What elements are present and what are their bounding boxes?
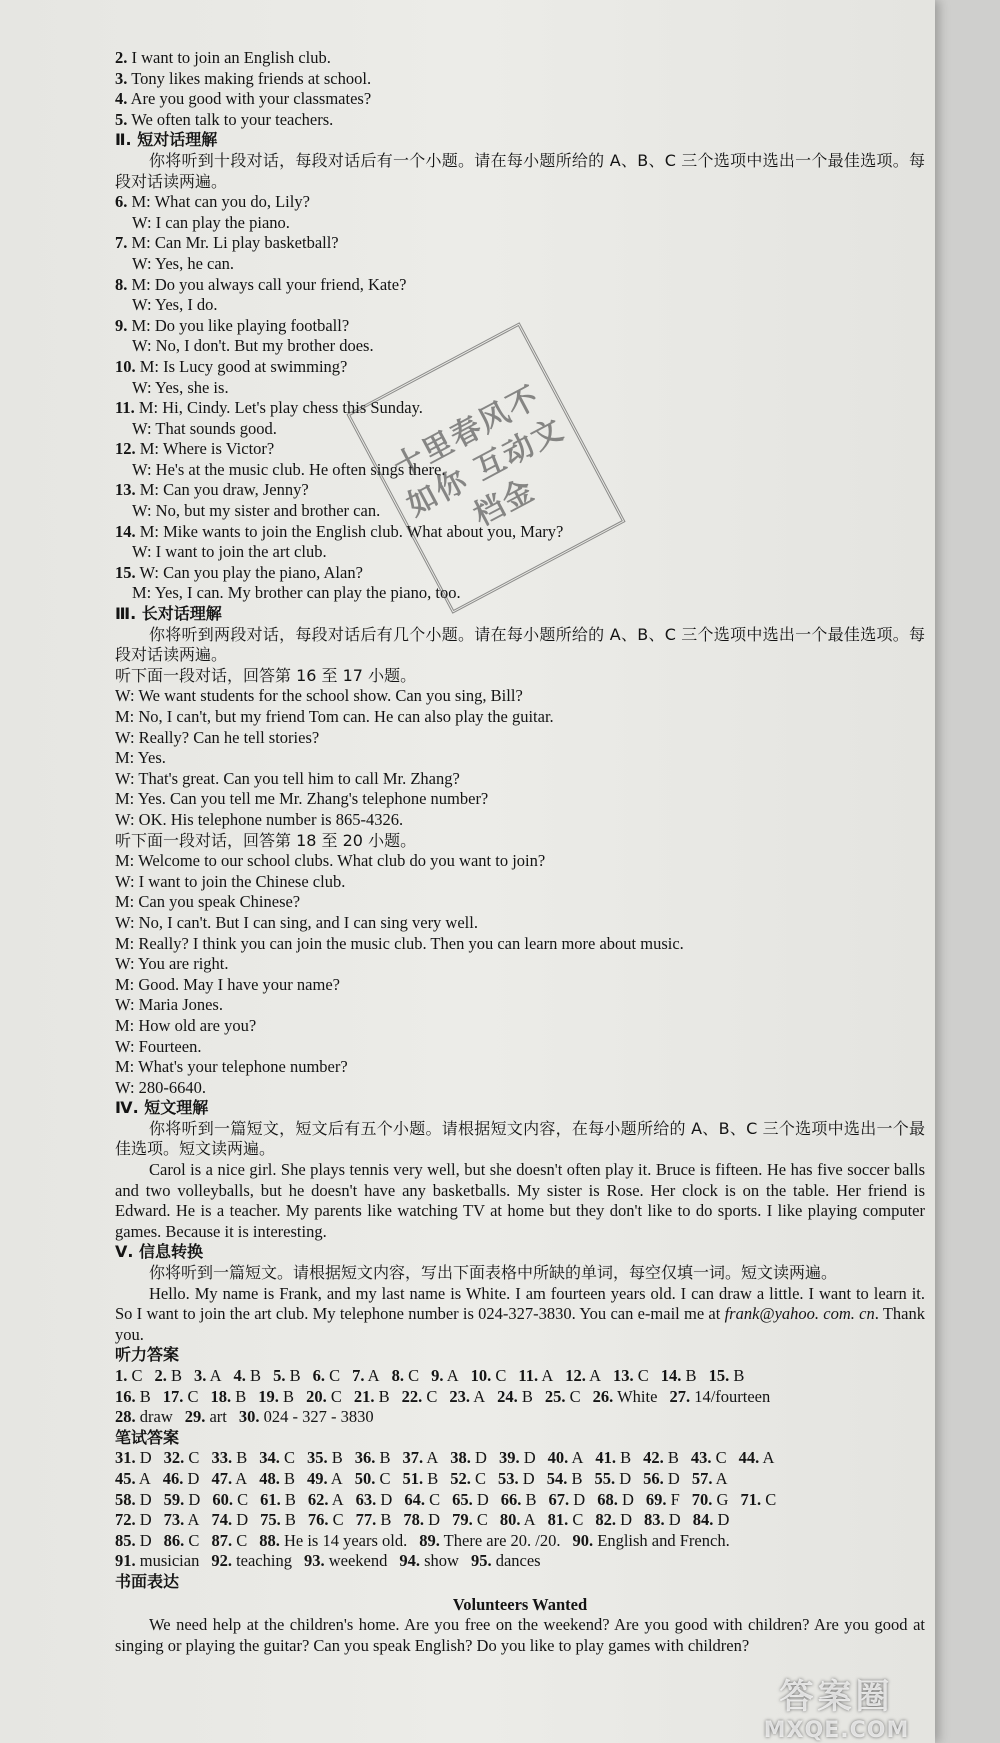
dialog-question: 6. M: What can you do, Lily? (115, 192, 310, 212)
writing-title: Volunteers Wanted (452, 1594, 588, 1614)
answer-item: 88. He is 14 years old. (259, 1530, 408, 1550)
answer-item: 79. C (452, 1510, 488, 1530)
answer-row (115, 1387, 925, 1408)
dialog-line: M: Welcome to our school clubs. What club do you want to join? (115, 851, 546, 871)
listening-answer-grid (115, 1366, 925, 1428)
answer-row (115, 1490, 925, 1511)
answer-item: 69. F (645, 1489, 680, 1509)
dialog-line: M: Good. May I have your name? (115, 974, 340, 994)
answer-item: 92. teaching (211, 1551, 292, 1571)
answer-item: 38. D (450, 1448, 487, 1468)
answer-item: 35. B (306, 1448, 343, 1468)
answer-item: 77. B (355, 1510, 392, 1530)
answer-item: 13. C (613, 1366, 649, 1385)
answer-item: 75. B (260, 1510, 296, 1530)
answer-row (115, 1366, 925, 1387)
answer-item: 64. C (404, 1489, 441, 1509)
section-heading-info-transfer: Ⅴ. 信息转换 (115, 1242, 204, 1262)
answer-item: 71. C (740, 1489, 777, 1509)
answer-item: 66. B (500, 1489, 537, 1509)
answer-row (115, 1448, 925, 1469)
short-dialog-list (115, 192, 925, 604)
answer-item: 7. A (352, 1366, 380, 1385)
answer-item: 2. B (154, 1366, 183, 1385)
script-line: 3. Tony likes making friends at school. (115, 68, 372, 88)
section-instructions: 你将听到一篇短文，短文后有五个小题。请根据短文内容，在每小题所给的 A、B、C 三个选项中选出一个最佳选项。短文读两遍。 (115, 1118, 925, 1159)
answer-item: 89. There are 20. /20. (419, 1530, 561, 1550)
answer-row (115, 1510, 925, 1531)
answer-item: 63. D (355, 1489, 393, 1509)
script-line: 5. We often talk to your teachers. (115, 109, 334, 129)
written-answer-grid (115, 1448, 925, 1572)
dialog-answer: W: Yes, I do. (132, 295, 218, 315)
dialog-question: 9. M: Do you like playing football? (115, 315, 350, 335)
passage-text (115, 1284, 925, 1346)
answer-item: 12. A (565, 1366, 602, 1385)
script-line: 4. Are you good with your classmates? (115, 89, 372, 109)
answer-item: 6. C (312, 1366, 341, 1385)
dialog-answer: M: Yes, I can. My brother can play the piano, too. (132, 583, 461, 603)
answer-item: 17. C (162, 1386, 199, 1406)
dialog-line: M: Really? I think you can join the music club. Then you can learn more about music. (115, 933, 684, 953)
answer-item: 73. A (163, 1510, 200, 1530)
passage-text-before: Hello. My name is Frank, and my last name is White. I am fourteen years old. I can draw a little. I want to learn it. So I want to join the art club. My telephone number is 024-327-3830. You can e-mail me at (115, 1283, 925, 1324)
dialog-answer: W: Yes, she is. (132, 377, 229, 397)
answer-item: 34. C (259, 1448, 295, 1468)
answer-item: 25. C (544, 1386, 581, 1406)
answer-item: 83. D (644, 1510, 681, 1530)
answer-item: 37. A (402, 1448, 439, 1468)
answer-item: 65. D (452, 1489, 489, 1509)
answer-item: 4. B (233, 1366, 262, 1385)
dialog-line: W: We want students for the school show. Can you sing, Bill? (115, 686, 523, 706)
dialog-line: M: What's your telephone number? (115, 1057, 348, 1077)
dialog-question: 13. M: Can you draw, Jenny? (115, 480, 309, 500)
answer-item: 43. C (690, 1448, 727, 1468)
dialog-question: 15. W: Can you play the piano, Alan? (115, 562, 363, 582)
answer-item: 95. dances (470, 1551, 541, 1571)
answer-item: 27. 14/fourteen (669, 1386, 771, 1406)
answer-row (115, 1469, 925, 1490)
answer-item: 26. White (592, 1386, 658, 1406)
writing-text: We need help at the children's home. Are you free on the weekend? Are you good with children? Are you good at singing or playing the guitar? Can you speak English? Do you like to play games with children? (115, 1615, 925, 1655)
dialog-answer: W: I can play the piano. (132, 212, 290, 232)
dialog-question: 8. M: Do you always call your friend, Kate? (115, 274, 407, 294)
dialog-answer: W: No, but my sister and brother can. (132, 501, 381, 521)
dialog-line: M: No, I can't, but my friend Tom can. He can also play the guitar. (115, 707, 554, 726)
answer-item: 90. English and French. (572, 1530, 730, 1550)
watermark-top: 答案圈 (779, 1677, 894, 1717)
dialog-answer: W: I want to join the art club. (132, 542, 327, 562)
answer-item: 67. D (548, 1489, 586, 1509)
answer-item: 22. C (401, 1386, 438, 1406)
dialog-line: W: I want to join the Chinese club. (115, 871, 346, 891)
answer-item: 45. A (115, 1468, 151, 1488)
answer-item: 59. D (163, 1489, 201, 1509)
section-heading-short-dialogs: Ⅱ. 短对话理解 (115, 130, 218, 150)
answer-item: 85. D (115, 1530, 152, 1550)
answer-item: 31. D (115, 1448, 152, 1468)
answer-item: 82. D (595, 1510, 633, 1530)
stamp-text: 十里春风不如你 互动文档金 (388, 379, 571, 534)
answer-item: 42. B (643, 1448, 679, 1468)
dialog-answer: W: He's at the music club. He often sings there. (132, 459, 446, 479)
answer-item: 8. C (391, 1366, 420, 1385)
answer-row (115, 1531, 925, 1552)
answer-item: 24. B (497, 1386, 533, 1406)
writing-heading: 书面表达 (115, 1571, 180, 1591)
section-instructions: 你将听到两段对话，每段对话后有几个小题。请在每小题所给的 A、B、C 三个选项中选出一个最佳选项。每段对话读两遍。 (115, 624, 925, 665)
answer-item: 49. A (306, 1468, 343, 1488)
dialog-intro: 听下面一段对话，回答第 18 至 20 小题。 (115, 830, 417, 850)
answer-item: 94. show (399, 1551, 459, 1571)
answer-item: 40. A (547, 1448, 584, 1468)
answer-item: 93. weekend (303, 1551, 388, 1571)
script-line: 2. I want to join an English club. (115, 48, 331, 67)
answer-item: 53. D (498, 1468, 535, 1488)
dialog-question: 14. M: Mike wants to join the English club. What about you, Mary? (115, 521, 564, 541)
watermark-bottom: MXQE.COM (763, 1718, 910, 1743)
section-instructions: 你将听到一篇短文。请根据短文内容，写出下面表格中所缺的单词，每空仅填一词。短文读两遍。 (149, 1263, 838, 1283)
answer-item: 3. A (194, 1366, 222, 1385)
answer-item: 39. D (498, 1448, 536, 1468)
answer-item: 11. A (518, 1366, 554, 1385)
passage-text: Carol is a nice girl. She plays tennis very well, but she doesn't often play it. Bruce is fifteen. He has five soccer balls and two volleyballs, but he doesn't have any basketballs. My sister is Rose. Her clock is on the table. Her friend is Edward. He is a teacher. My parents like watching TV at home but they don't like to do sports. I like playing computer games. Because it is interesting. (115, 1160, 925, 1241)
answer-item: 46. D (162, 1468, 200, 1488)
answer-item: 15. B (708, 1366, 745, 1385)
section-instructions: 你将听到十段对话，每段对话后有一个小题。请在每小题所给的 A、B、C 三个选项中选出一个最佳选项。每段对话读两遍。 (115, 150, 925, 191)
answer-item: 76. C (307, 1510, 344, 1530)
dialog-line: M: How old are you? (115, 1015, 257, 1035)
answer-item: 54. B (546, 1468, 583, 1488)
answer-item: 91. musician (115, 1551, 200, 1571)
answer-item: 56. D (643, 1468, 680, 1488)
answer-item: 78. D (403, 1510, 441, 1530)
long-dialog-2 (115, 851, 925, 1098)
site-watermark-logo (744, 1669, 929, 1743)
section-heading-long-dialogs: Ⅲ. 长对话理解 (115, 604, 222, 624)
long-dialog-1 (115, 686, 925, 830)
answer-item: 48. B (259, 1468, 295, 1488)
section-heading-passage: Ⅳ. 短文理解 (115, 1098, 209, 1118)
dialog-line: W: Fourteen. (115, 1036, 202, 1056)
dialog-line: W: Maria Jones. (115, 995, 223, 1015)
answer-item: 86. C (163, 1530, 200, 1550)
dialog-question: 7. M: Can Mr. Li play basketball? (115, 233, 339, 253)
email-address: frank@yahoo. com. cn (724, 1304, 875, 1324)
answer-item: 50. C (354, 1468, 391, 1488)
answer-item: 47. A (211, 1468, 248, 1488)
answer-row (115, 1407, 925, 1428)
answer-item: 81. C (547, 1510, 584, 1530)
answer-item: 52. C (450, 1468, 487, 1488)
dialog-line: W: OK. His telephone number is 865-4326. (115, 809, 404, 829)
answer-item: 5. B (273, 1366, 301, 1385)
part1-tail (115, 48, 925, 130)
answer-item: 80. A (499, 1510, 536, 1530)
dialog-line: W: That's great. Can you tell him to call Mr. Zhang? (115, 768, 460, 788)
dialog-line: M: Yes. Can you tell me Mr. Zhang's telephone number? (115, 789, 489, 809)
dialog-line: W: No, I can't. But I can sing, and I can sing very well. (115, 912, 478, 932)
dialog-line: M: Can you speak Chinese? (115, 892, 301, 912)
answer-item: 44. A (738, 1448, 775, 1468)
dialog-answer: W: Yes, he can. (132, 253, 235, 273)
dialog-line: W: 280-6640. (115, 1077, 207, 1097)
dialog-intro: 听下面一段对话，回答第 16 至 17 小题。 (115, 665, 417, 685)
answer-item: 36. B (354, 1448, 391, 1468)
answer-item: 23. A (449, 1386, 486, 1406)
answer-item: 84. D (692, 1510, 730, 1530)
dialog-question: 11. M: Hi, Cindy. Let's play chess this Sunday. (115, 398, 423, 418)
answer-item: 62. A (307, 1489, 344, 1509)
passage-text-after: . Thank you. (115, 1304, 925, 1344)
listening-answers-heading: 听力答案 (115, 1345, 180, 1365)
answer-item: 87. C (211, 1530, 248, 1550)
answer-item: 30. 024 - 327 - 3830 (238, 1407, 374, 1427)
answer-row (115, 1551, 925, 1572)
dialog-line: W: Really? Can he tell stories? (115, 727, 320, 747)
dialog-answer: W: That sounds good. (132, 418, 277, 438)
answer-item: 20. C (306, 1386, 342, 1406)
answer-item: 18. B (210, 1386, 247, 1406)
dialog-question: 10. M: Is Lucy good at swimming? (115, 356, 348, 376)
answer-item: 68. D (597, 1489, 634, 1509)
answer-item: 72. D (115, 1510, 152, 1530)
answer-item: 61. B (260, 1489, 296, 1509)
answer-item: 58. D (115, 1489, 152, 1509)
answer-item: 19. B (258, 1386, 295, 1406)
dialog-question: 12. M: Where is Victor? (115, 439, 275, 459)
answer-item: 55. D (594, 1468, 632, 1488)
answer-item: 32. C (163, 1448, 200, 1468)
answer-item: 51. B (402, 1468, 439, 1488)
answer-item: 9. A (431, 1366, 459, 1385)
answer-item: 41. B (595, 1448, 632, 1468)
answer-item: 14. B (660, 1366, 697, 1385)
answer-item: 10. C (470, 1366, 507, 1385)
answer-item: 21. B (353, 1386, 390, 1406)
answer-item: 1. C (115, 1366, 143, 1385)
answer-item: 70. G (691, 1489, 729, 1509)
answer-item: 33. B (211, 1448, 248, 1468)
written-answers-heading: 笔试答案 (115, 1427, 180, 1447)
answer-item: 29. art (184, 1407, 227, 1427)
answer-item: 60. C (212, 1489, 249, 1509)
answer-content (115, 48, 925, 1656)
answer-item: 16. B (115, 1386, 151, 1406)
answer-item: 28. draw (115, 1407, 173, 1427)
answer-item: 57. A (691, 1468, 728, 1488)
answer-item: 74. D (211, 1510, 249, 1530)
dialog-line: M: Yes. (115, 748, 166, 768)
dialog-answer: W: No, I don't. But my brother does. (132, 336, 374, 356)
dialog-line: W: You are right. (115, 954, 229, 974)
